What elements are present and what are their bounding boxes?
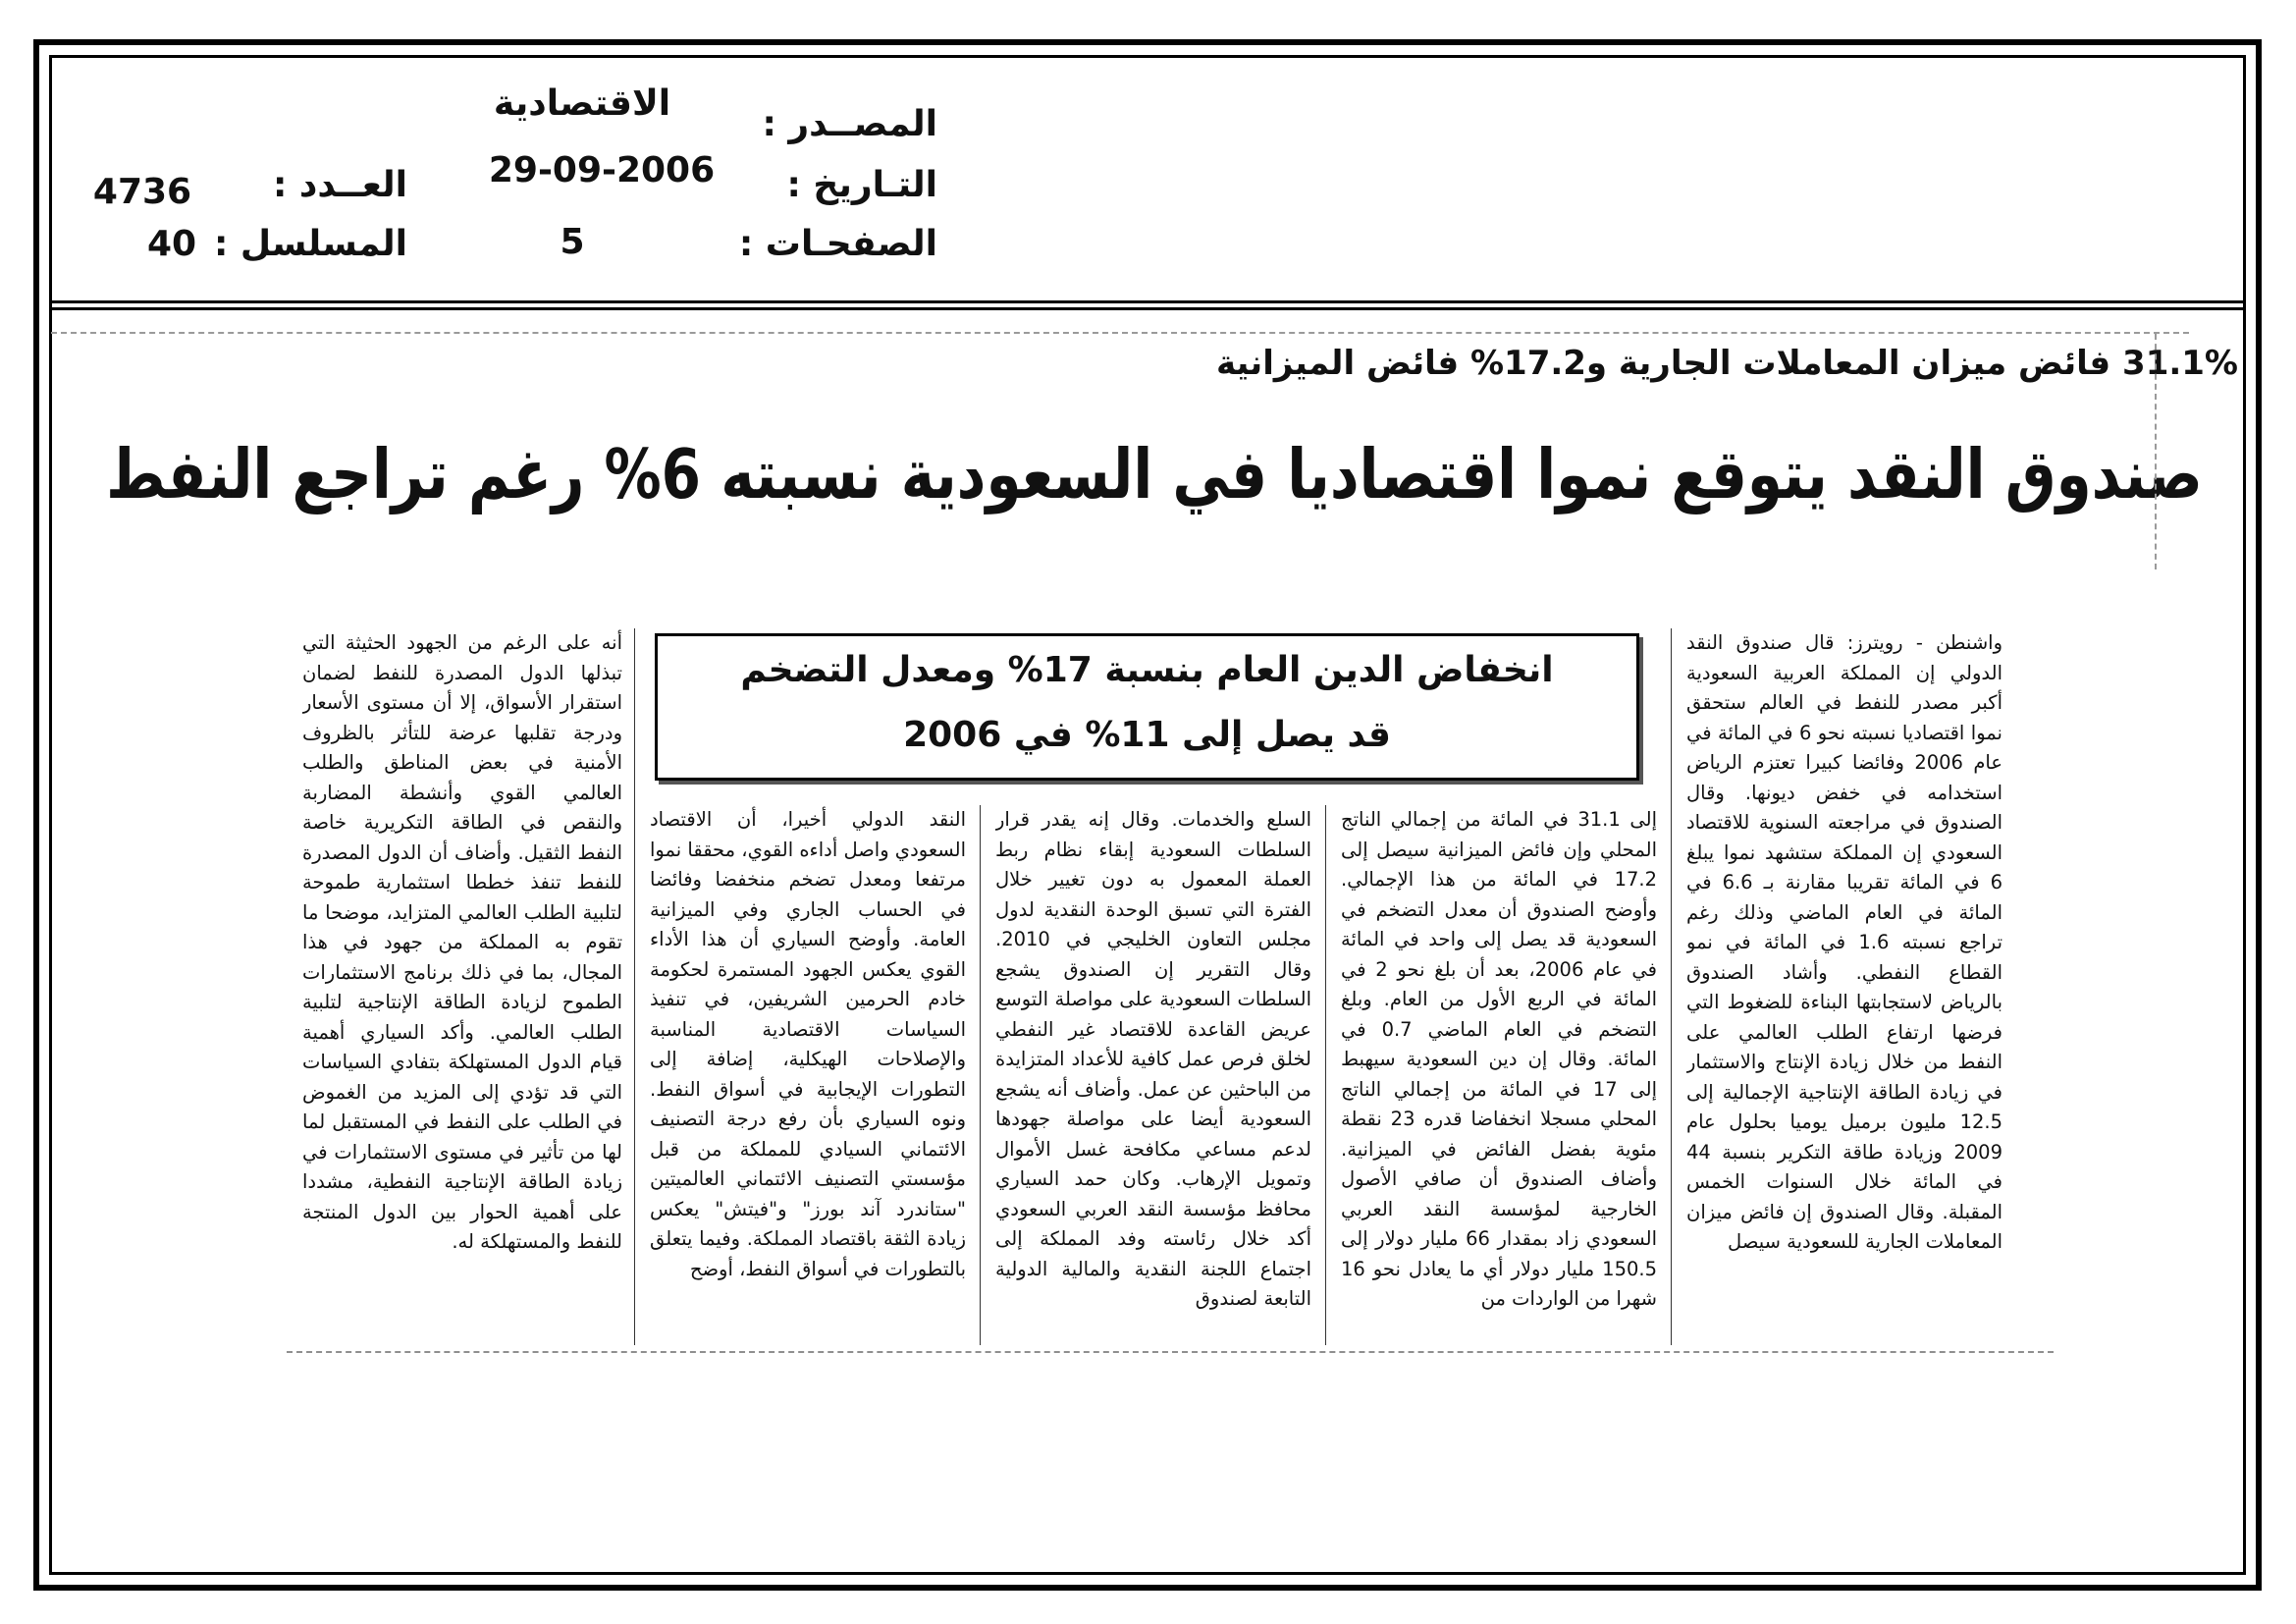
source-value: الاقتصادية	[493, 83, 671, 124]
header-divider	[49, 300, 2246, 310]
date-label: التـاريخ :	[786, 165, 937, 205]
article-column-1: واشنطن - رويترز: قال صندوق النقد الدولي إن المملكة العربية السعودية أكبر مصدر للنفط في العالم ستحقق نموا اقتصاديا نسبته نحو 6 في المائة في عام 2006 وفائضا كبيرا تعتزم الرياض استخدامه في خفض ديونها. وقال الصندوق في مراجعته السنوية للاقتصاد السعودي إن المملكة ستشهد نموا يبلغ 6 في المائة تقريبا مقارنة بـ 6.6 في المائة في العام الماضي وذلك رغم تراجع نسبته 1.6 في المائة في نمو القطاع النفطي. وأشاد الصندوق بالرياض لاستجابتها البناءة للضغوط التي فرضها ارتفاع الطلب العالمي على النفط من خلال زيادة الإنتاج والاستثمار في زيادة الطاقة الإنتاجية الإجمالية إلى 12.5 مليون برميل يوميا بحلول عام 2009 وزيادة طاقة التكرير بنسبة 44 في المائة خلال السنوات الخمس المقبلة. وقال الصندوق إن فائض ميزان المعاملات الجارية للسعودية سيصل	[1686, 631, 2002, 1253]
source-label: المصــدر :	[762, 104, 937, 144]
clipping-bottom-edge	[287, 1351, 2054, 1353]
issue-value: 4736	[92, 172, 192, 212]
serial-label: المسلسل :	[213, 224, 407, 264]
serial-value: 40	[146, 224, 197, 264]
article-column-4: النقد الدولي أخيرا، أن الاقتصاد السعودي واصل أداءه القوي، محققا نموا مرتفعا ومعدل تضخم منخفضا وفائضا في الحساب الجاري وفي الميزانية العامة. وأوضح السياري أن هذا الأداء القوي يعكس الجهود المستمرة لحكومة خادم الحرمين الشريفين، في تنفيذ السياسات الاقتصادية المناسبة والإصلاحات الهيكلية، إضافة إلى التطورات الإيجابية في أسواق النفط. ونوه السياري بأن رفع درجة التصنيف الائتماني السيادي للمملكة من قبل مؤسستي التصنيف الائتماني العالميتين "ستاندرد آند بورز" و"فيتش" يعكس زيادة الثقة باقتصاد المملكة. وفيما يتعلق بالتطورات في أسواق النفط، أوضح	[650, 808, 966, 1280]
column-rule	[634, 628, 635, 1345]
column-rule	[1325, 805, 1326, 1345]
subheadline-line-1: انخفاض الدين العام بنسبة 17% ومعدل التضخم	[740, 650, 1554, 690]
article-column-5: أنه على الرغم من الجهود الحثيثة التي تبذلها الدول المصدرة للنفط لضمان استقرار الأسواق، إلا أن مستوى الأسعار ودرجة تقلبها عرضة للتأثر بالظروف الأمنية في بعض المناطق والطلب العالمي القوي وأنشطة المضاربة والنقص في الطاقة التكريرية خاصة النفط الثقيل. وأضاف أن الدول المصدرة للنفط تنفذ خططا استثمارية طموحة لتلبية الطلب العالمي المتزايد، موضحا ما تقوم به المملكة من جهود في هذا المجال، بما في ذلك برنامج الاستثمارات الطموح لزيادة الطاقة الإنتاجية لتلبية الطلب العالمي. وأكد السياري أهمية قيام الدول المستهلكة بتفادي السياسات التي قد تؤدي إلى المزيد من الغموض في الطلب على النفط في المستقبل لما لها من تأثير في مستوى الاستثمارات في زيادة الطاقة الإنتاجية النفطية، مشددا على أهمية الحوار بين الدول المنتجة للنفط والمستهلكة له.	[302, 631, 622, 1253]
subheadline-line-2: قد يصل إلى 11% في 2006	[903, 715, 1391, 755]
pages-value: 5	[560, 222, 585, 262]
article-headline: صندوق النقد يتوقع نموا اقتصاديا في السعودية نسبته 6% رغم تراجع النفط	[106, 434, 2203, 514]
pages-label: الصفحـات :	[738, 224, 937, 264]
column-rule	[980, 805, 981, 1345]
article-kicker: 31.1% فائض ميزان المعاملات الجارية و17.2% فائض الميزانية	[1215, 344, 2238, 383]
article-column-3: السلع والخدمات. وقال إنه يقدر قرار السلطات السعودية إبقاء نظام ربط العملة المعمول به دون تغيير خلال الفترة التي تسبق الوحدة النقدية لدول مجلس التعاون الخليجي في 2010. وقال التقرير إن الصندوق يشجع السلطات السعودية على مواصلة التوسع عريض القاعدة للاقتصاد غير النفطي لخلق فرص عمل كافية للأعداد المتزايدة من الباحثين عن عمل. وأضاف أنه يشجع السعودية أيضا على مواصلة جهودها لدعم مساعي مكافحة غسل الأموال وتمويل الإرهاب. وكان حمد السياري محافظ مؤسسة النقد العربي السعودي أكد خلال رئاسته وفد المملكة إلى اجتماع اللجنة النقدية والمالية الدولية التابعة لصندوق	[995, 808, 1311, 1310]
subheadline-box	[655, 633, 1639, 781]
clipping-edge	[2155, 334, 2157, 569]
date-value: 29-09-2006	[488, 150, 716, 190]
article-column-2: إلى 31.1 في المائة من إجمالي الناتج المحلي وإن فائض الميزانية سيصل إلى 17.2 في المائة من هذا الإجمالي. وأوضح الصندوق أن معدل التضخم في السعودية قد يصل إلى واحد في المائة في عام 2006، بعد أن بلغ نحو 2 في المائة في الربع الأول من العام. وبلغ التضخم في العام الماضي 0.7 في المائة. وقال إن دين السعودية سيهبط إلى 17 في المائة من إجمالي الناتج المحلي مسجلا انخفاضا قدره 23 نقطة مئوية بفضل الفائض في الميزانية. وأضاف الصندوق أن صافي الأصول الخارجية لمؤسسة النقد العربي السعودي زاد بمقدار 66 مليار دولار إلى 150.5 مليار دولار أي ما يعادل نحو 16 شهرا من الواردات من	[1341, 808, 1657, 1310]
issue-label: العــدد :	[273, 165, 407, 205]
column-rule	[1671, 628, 1672, 1345]
